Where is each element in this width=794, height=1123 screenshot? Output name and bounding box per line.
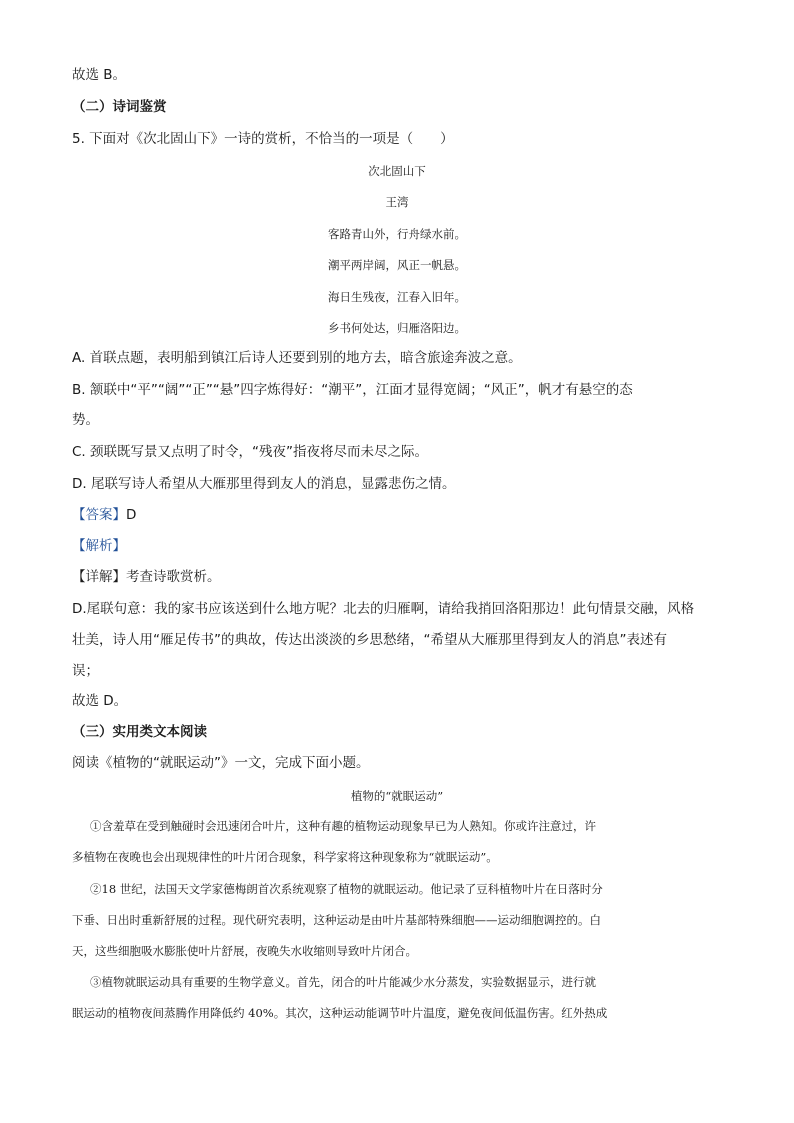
- detail-d-line-2: 壮美，诗人用“雁足传书”的典故，传达出淡淡的乡思愁绪，“希望从大雁那里得到友人的消息”表述有: [72, 632, 667, 648]
- detail-line: [72, 568, 221, 586]
- paragraph-3-line-2: 眠运动的植物夜间蒸腾作用降低约 40%。其次，这种运动能调节叶片温度，避免夜间低温伤害。红外热成: [72, 1006, 608, 1020]
- poem-line-3: 海日生残夜，江春入旧年。: [328, 290, 466, 304]
- option-c: C. 颈联既写景又点明了时令，“残夜”指夜将尽而未尽之际。: [72, 444, 428, 460]
- choose-d-line: 故选 D。: [72, 693, 128, 709]
- poem-line-4: 乡书何处达，归雁洛阳边。: [328, 321, 466, 335]
- paragraph-3-line-1: ③植物就眠运动具有重要的生物学意义。首先，闭合的叶片能减少水分蒸发，实验数据显示，进行就: [90, 975, 596, 989]
- poem-author: 王湾: [385, 195, 409, 209]
- option-b-line-2: 势。: [72, 412, 99, 428]
- paragraph-2-line-2: 下垂、日出时重新舒展的过程。现代研究表明，这种运动是由叶片基部特殊细胞——运动细胞调控的。白: [72, 913, 601, 927]
- answer-line: [72, 506, 136, 524]
- answer-tag: 【答案】: [72, 507, 126, 523]
- poem-line-1: 客路青山外，行舟绿水前。: [328, 227, 466, 241]
- section-heading-poetry: （二）诗词鉴赏: [72, 99, 167, 115]
- choose-b-line: 故选 B。: [72, 67, 127, 83]
- paragraph-2-line-1: ②18 世纪，法国天文学家德梅朗首次系统观察了植物的就眠运动。他记录了豆科植物叶片在日落时分: [90, 882, 603, 896]
- question-5: 5. 下面对《次北固山下》一诗的赏析，不恰当的一项是（ ）: [72, 131, 454, 147]
- option-b-line-1: B. 颔联中“平”“阔”“正”“悬”四字炼得好：“潮平”，江面才显得宽阔；“风正”，帆才有悬空的态: [72, 382, 633, 398]
- option-d: D. 尾联写诗人希望从大雁那里得到友人的消息，显露悲伤之情。: [72, 476, 456, 492]
- option-a: A. 首联点题，表明船到镇江后诗人还要到别的地方去，暗含旅途奔波之意。: [72, 350, 522, 366]
- article-title: 植物的“就眠运动”: [350, 789, 444, 803]
- detail-d-line-1: D.尾联句意：我的家书应该送到什么地方呢？北去的归雁啊，请给我捎回洛阳那边！此句情景交融，风格: [72, 601, 695, 617]
- paragraph-1-line-2: 多植物在夜晚也会出现规律性的叶片闭合现象，科学家将这种现象称为“就眠运动”。: [72, 850, 498, 864]
- paragraph-1-line-1: ①含羞草在受到触碰时会迅速闭合叶片，这种有趣的植物运动现象早已为人熟知。你或许注意过，许: [90, 819, 596, 833]
- section-heading-practical: （三）实用类文本阅读: [72, 724, 207, 740]
- detail-text: 考查诗歌赏析。: [126, 569, 221, 585]
- answer-value: D: [126, 507, 137, 523]
- poem-title: 次北固山下: [368, 164, 426, 178]
- reading-intro: 阅读《植物的“就眠运动”》一文，完成下面小题。: [72, 755, 370, 771]
- detail-tag: 【详解】: [72, 569, 126, 585]
- paragraph-2-line-3: 天，这些细胞吸水膨胀使叶片舒展，夜晚失水收缩则导致叶片闭合。: [72, 944, 417, 958]
- analysis-tag: 【解析】: [72, 538, 126, 554]
- detail-d-line-3: 误；: [72, 663, 99, 679]
- poem-line-2: 潮平两岸阔，风正一帆悬。: [328, 258, 466, 272]
